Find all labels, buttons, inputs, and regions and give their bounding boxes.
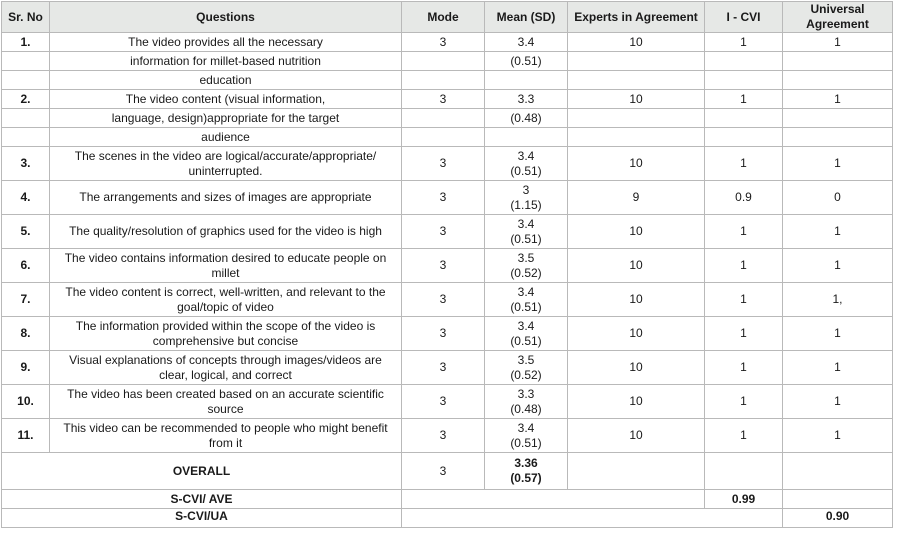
sr-no-cell: 1.: [2, 33, 50, 52]
empty-cell: [783, 109, 893, 128]
experts-cell: 10: [568, 419, 705, 453]
universal-agreement-cell: 1: [783, 351, 893, 385]
mode-cell: 3: [402, 317, 485, 351]
sd-value: (0.51): [510, 435, 542, 450]
mean-value: 3.3: [517, 386, 535, 401]
mean-sd-cell: [485, 317, 568, 351]
sr-no-cell: 10.: [2, 385, 50, 419]
overall-sd: (0.57): [510, 471, 542, 485]
sr-no-cell: 3.: [2, 147, 50, 181]
table-row: [2, 385, 893, 419]
experts-cell: 10: [568, 249, 705, 283]
empty-cell: [402, 109, 485, 128]
question-line: goal/topic of video: [177, 299, 274, 314]
mean-sd-cell: [485, 351, 568, 385]
mean-cell: 3.4: [485, 33, 568, 52]
sr-no-cell: 4.: [2, 181, 50, 215]
question-cell: [50, 419, 402, 453]
sr-no-cell: 8.: [2, 317, 50, 351]
question-cell: education: [50, 71, 402, 90]
scvi-ua-value: 0.90: [783, 509, 893, 528]
sd-value: (0.48): [510, 401, 542, 416]
empty-cell: [402, 128, 485, 147]
question-line: The video content is correct, well-written, and relevant to the: [65, 284, 386, 299]
universal-agreement-cell: 1: [783, 419, 893, 453]
table-row: [2, 249, 893, 283]
mean-sd-cell: [485, 419, 568, 453]
header-experts-in-agreement: Experts in Agreement: [568, 2, 705, 33]
icvi-cell: 1: [705, 249, 783, 283]
sr-no-cell: 5.: [2, 215, 50, 249]
empty-cell: [402, 71, 485, 90]
content-validity-table: [1, 1, 893, 528]
question-cell: The video provides all the necessary: [50, 33, 402, 52]
overall-mean-sd: [485, 453, 568, 490]
empty-cell: [402, 490, 705, 509]
mean-cell: 3.3: [485, 90, 568, 109]
sr-no-cell: 11.: [2, 419, 50, 453]
question-line: comprehensive but concise: [152, 333, 299, 348]
question-line: source: [207, 401, 244, 416]
icvi-cell: 1: [705, 90, 783, 109]
sr-no-cell: 7.: [2, 283, 50, 317]
empty-cell: [568, 453, 705, 490]
question-cell: language, design)appropriate for the target: [50, 109, 402, 128]
icvi-cell: 1: [705, 351, 783, 385]
overall-row: [2, 453, 893, 490]
icvi-cell: 0.9: [705, 181, 783, 215]
mean-sd-cell: [485, 249, 568, 283]
question-line: from it: [208, 435, 243, 450]
table-row: [2, 147, 893, 181]
universal-agreement-cell: 1: [783, 90, 893, 109]
question-line: The scenes in the video are logical/accurate/appropriate/: [74, 148, 377, 163]
universal-agreement-cell: 1: [783, 33, 893, 52]
empty-cell: [2, 71, 50, 90]
overall-mean: 3.36: [514, 456, 538, 470]
empty-cell: [705, 128, 783, 147]
table-row: [2, 283, 893, 317]
experts-cell: 10: [568, 90, 705, 109]
sd-cell: (0.51): [485, 52, 568, 71]
experts-cell: 10: [568, 147, 705, 181]
question-line: This video can be recommended to people who might benefit: [63, 420, 388, 435]
empty-cell: [485, 71, 568, 90]
question-line: uninterrupted.: [188, 163, 263, 178]
question-cell: [50, 249, 402, 283]
mean-sd-cell: [485, 181, 568, 215]
universal-agreement-cell: 1: [783, 215, 893, 249]
sd-value: (0.51): [510, 299, 542, 314]
scvi-ua-label: S-CVI/UA: [2, 509, 402, 528]
experts-cell: 9: [568, 181, 705, 215]
empty-cell: [705, 71, 783, 90]
question-cell: information for millet-based nutrition: [50, 52, 402, 71]
empty-cell: [783, 71, 893, 90]
question-line: millet: [211, 265, 240, 280]
table-row-continuation: [2, 109, 893, 128]
empty-cell: [783, 128, 893, 147]
icvi-cell: 1: [705, 215, 783, 249]
sr-no-cell: 6.: [2, 249, 50, 283]
empty-cell: [402, 509, 783, 528]
empty-cell: [568, 109, 705, 128]
mean-sd-cell: [485, 147, 568, 181]
mean-value: 3.4: [517, 420, 535, 435]
mean-sd-cell: [485, 215, 568, 249]
experts-cell: 10: [568, 351, 705, 385]
mode-cell: 3: [402, 147, 485, 181]
mode-cell: 3: [402, 90, 485, 109]
empty-cell: [2, 109, 50, 128]
table-row-continuation: [2, 128, 893, 147]
question-cell: audience: [50, 128, 402, 147]
empty-cell: [568, 71, 705, 90]
scvi-ave-label: S-CVI/ AVE: [2, 490, 402, 509]
empty-cell: [2, 128, 50, 147]
mean-value: 3.5: [517, 250, 535, 265]
sd-value: (0.52): [510, 265, 542, 280]
mean-value: 3.4: [517, 148, 535, 163]
empty-cell: [783, 52, 893, 71]
question-cell: [50, 317, 402, 351]
table-row: [2, 33, 893, 52]
mode-cell: 3: [402, 249, 485, 283]
table-row-continuation: [2, 52, 893, 71]
universal-agreement-cell: 0: [783, 181, 893, 215]
scvi-ave-row: [2, 490, 893, 509]
universal-agreement-cell: 1: [783, 385, 893, 419]
icvi-cell: 1: [705, 385, 783, 419]
header-row: [2, 2, 893, 33]
empty-cell: [705, 453, 783, 490]
experts-cell: 10: [568, 317, 705, 351]
sd-value: (0.52): [510, 367, 542, 382]
empty-cell: [485, 128, 568, 147]
empty-cell: [2, 52, 50, 71]
sd-cell: (0.48): [485, 109, 568, 128]
question-cell: The quality/resolution of graphics used for the video is high: [50, 215, 402, 249]
mode-cell: 3: [402, 33, 485, 52]
icvi-cell: 1: [705, 147, 783, 181]
question-cell: [50, 351, 402, 385]
question-cell: The arrangements and sizes of images are appropriate: [50, 181, 402, 215]
experts-cell: 10: [568, 215, 705, 249]
icvi-cell: 1: [705, 283, 783, 317]
empty-cell: [705, 52, 783, 71]
mode-cell: 3: [402, 181, 485, 215]
question-cell: [50, 147, 402, 181]
icvi-cell: 1: [705, 317, 783, 351]
table-row: [2, 351, 893, 385]
mode-cell: 3: [402, 215, 485, 249]
icvi-cell: 1: [705, 33, 783, 52]
question-line: The video contains information desired to educate people on: [64, 250, 387, 265]
experts-cell: 10: [568, 33, 705, 52]
empty-cell: [568, 52, 705, 71]
empty-cell: [783, 453, 893, 490]
header-questions: Questions: [50, 2, 402, 33]
question-line: Visual explanations of concepts through images/videos are: [69, 352, 382, 367]
question-line: The video has been created based on an accurate scientific: [67, 386, 384, 401]
table-row: [2, 317, 893, 351]
header-icvi: I - CVI: [705, 2, 783, 33]
experts-cell: 10: [568, 283, 705, 317]
mean-value: 3.4: [517, 216, 535, 231]
question-line: clear, logical, and correct: [159, 367, 292, 382]
mean-value: 3.4: [517, 318, 535, 333]
mean-sd-cell: [485, 283, 568, 317]
mode-cell: 3: [402, 385, 485, 419]
experts-cell: 10: [568, 385, 705, 419]
sr-no-cell: 9.: [2, 351, 50, 385]
overall-mode: 3: [402, 453, 485, 490]
table-row: [2, 215, 893, 249]
universal-agreement-cell: 1: [783, 317, 893, 351]
question-cell: [50, 385, 402, 419]
mode-cell: 3: [402, 419, 485, 453]
sd-value: (0.51): [510, 333, 542, 348]
empty-cell: [705, 109, 783, 128]
universal-agreement-cell: 1: [783, 147, 893, 181]
table-row-continuation: [2, 71, 893, 90]
empty-cell: [783, 490, 893, 509]
question-cell: [50, 283, 402, 317]
table-row: [2, 181, 893, 215]
sr-no-cell: 2.: [2, 90, 50, 109]
overall-label: OVERALL: [2, 453, 402, 490]
header-mode: Mode: [402, 2, 485, 33]
header-sr-no: Sr. No: [2, 2, 50, 33]
universal-agreement-cell: 1,: [783, 283, 893, 317]
scvi-ave-value: 0.99: [705, 490, 783, 509]
mean-value: 3: [522, 182, 530, 197]
mean-value: 3.5: [517, 352, 535, 367]
sd-value: (0.51): [510, 231, 542, 246]
mean-sd-cell: [485, 385, 568, 419]
empty-cell: [568, 128, 705, 147]
scvi-ua-row: [2, 509, 893, 528]
table-row: [2, 419, 893, 453]
empty-cell: [402, 52, 485, 71]
mode-cell: 3: [402, 351, 485, 385]
universal-agreement-cell: 1: [783, 249, 893, 283]
mode-cell: 3: [402, 283, 485, 317]
table-row: [2, 90, 893, 109]
sd-value: (0.51): [510, 163, 542, 178]
mean-value: 3.4: [517, 284, 535, 299]
icvi-cell: 1: [705, 419, 783, 453]
question-line: The information provided within the scope of the video is: [75, 318, 376, 333]
header-universal-agreement: Universal Agreement: [783, 2, 893, 33]
sd-value: (1.15): [510, 197, 542, 212]
header-mean-sd: Mean (SD): [485, 2, 568, 33]
question-cell: The video content (visual information,: [50, 90, 402, 109]
